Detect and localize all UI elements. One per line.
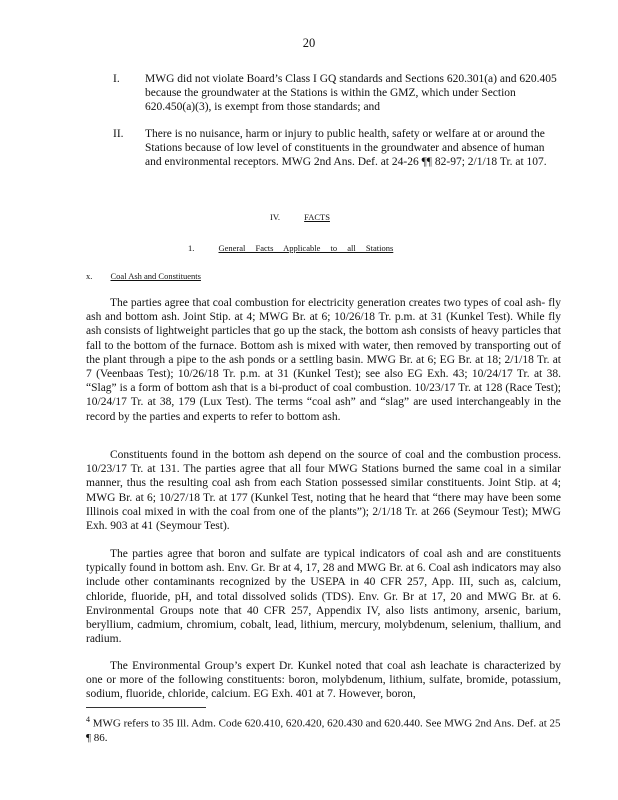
footnote [86, 713, 561, 745]
paragraph-text: The parties agree that boron and sulfate are typical indicators of coal ash and are constituents typically found in bottom ash. Env. Gr. Br at 4, 17, 28 and MWG Br. at 6. Coal ash indicators may also include other contaminants recognized by the USEPA in 40 CFR 257, App. III, such as, calcium, chloride, fluoride, pH, and total dissolved solids (TDS). Env. Gr. Br at 17, 20 and MWG Br. at 6. Environmental Groups note that 40 CFR 257, Appendix IV, also lists antimony, arsenic, barium, beryllium, cadmium, chromium, cobalt, lead, lithium, mercury, molybdenum, selenium, thallium, and radium. [86, 548, 561, 646]
footnote-divider [86, 707, 206, 708]
paragraph-text: Constituents found in the bottom ash depend on the source of coal and the combustion process. 10/23/17 Tr. at 131. The parties agree that all four MWG Stations burned the same coal in a similar manner, thus the resulting coal ash from each Station possessed similar constituents. Joint Stip. at 4; MWG Br. at 6; 10/27/18 Tr. at 177 (Kunkel Test, noting that he heard that “there may have been some Illinois coal mixed in with the coal from one of the plants”); 2/1/18 Tr. at 266 (Seymour Test); MWG Exh. 903 at 41 (Seymour Test). [86, 449, 561, 533]
subheading-title: General Facts Applicable to all Stations [218, 243, 394, 253]
body-paragraph [86, 448, 561, 533]
subheading [188, 243, 393, 253]
list-item [113, 127, 563, 169]
section-heading [270, 212, 330, 222]
item-text: MWG did not violate Board’s Class I GQ standards and Sections 620.301(a) and 620.405 because the groundwater at the Stations is within the GMZ, which under Section 620.450(a)(3), is exempt from those standards; and [145, 73, 557, 113]
list-item [113, 72, 563, 114]
section-title: FACTS [304, 212, 330, 222]
footnote-marker: 4 [86, 715, 90, 724]
subheading-number: 1. [188, 243, 195, 253]
paragraph-text: The Environmental Group’s expert Dr. Kunkel noted that coal ash leachate is characterized by one or more of the following constituents: boron, molybdenum, lithium, sulfate, bromide, potassium, sodium, fluoride, chloride, calcium. EG Exh. 401 at 7. However, boron, [86, 660, 561, 701]
subsection-label: x. [86, 271, 93, 281]
item-text: There is no nuisance, harm or injury to public health, safety or welfare at or around the Stations because of low level of constituents in the groundwater and absence of human and environmental receptors. MWG 2nd Ans. Def. at 24-26 ¶¶ 82-97; 2/1/18 Tr. at 107. [145, 128, 547, 168]
footnote-text: MWG refers to 35 Ill. Adm. Code 620.410, 620.420, 620.430 and 620.440. See MWG 2nd Ans. Def. at 25 ¶ 86. [86, 717, 561, 744]
section-roman: IV. [270, 212, 280, 222]
body-paragraph [86, 547, 561, 646]
page-number: 20 [302, 36, 316, 50]
subsection-title: Coal Ash and Constituents [110, 271, 201, 281]
item-number: II. [113, 128, 124, 140]
paragraph-text: The parties agree that coal combustion for electricity generation creates two types of coal ash- fly ash and bottom ash. Joint Stip. at 4; MWG Br. at 6; 10/26/18 Tr. p.m. at 31 (Kunkel Test). While fly ash consists of lightweight particles that go up the stack, the bottom ash consists of heavy particles that fall to the bottom of the furnace. Bottom ash is mixed with water, then removed by transporting out of the plant through a pipe to the ash ponds or a settling basin. MWG Br. at 6; EG Br. at 18; 2/1/18 Tr. at 7 (Veenbaas Test); 10/26/18 Tr. p.m. at 31 (Kunkel Test); see also EG Exh. 43; 10/24/17 Tr. at 38. “Slag” is a form of bottom ash that is a bi-product of coal combustion. 10/23/17 Tr. at 128 (Race Test); 10/24/17 Tr. at 38, 179 (Lux Test). The terms “coal ash” and “slag” are used interchangeably in the record by the parties and experts to refer to bottom ash. [86, 297, 561, 423]
item-number: I. [113, 73, 120, 85]
body-paragraph [86, 659, 561, 702]
body-paragraph [86, 296, 561, 424]
subsection-heading [86, 271, 201, 281]
